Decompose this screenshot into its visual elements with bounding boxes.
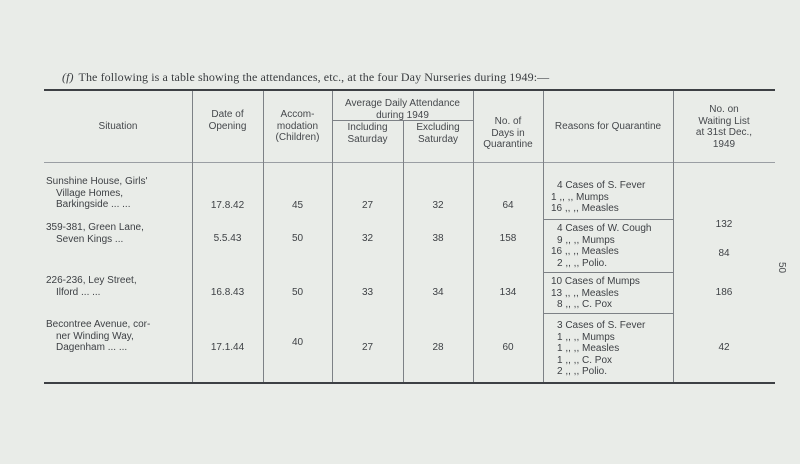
row-2-reasons: 4 Cases of W. Cough 9 ,, ,, Mumps 16 ,, ,, Measles 2 ,, ,, Polio. [551, 223, 652, 269]
header-waiting-list: No. on Waiting List at 31st Dec., 1949 [695, 104, 753, 150]
intro-sentence: The following is a table showing the attendances, etc., at the four Day Nurseries during 1949:— [78, 70, 550, 84]
row-2-excluding-saturday: 38 [432, 233, 444, 244]
col-line-6 [543, 91, 544, 382]
row-1-date: 17.8.42 [210, 200, 245, 211]
reason-separator-3 [543, 313, 673, 314]
row-2-accommodation: 50 [291, 233, 304, 244]
row-1-including-saturday: 27 [361, 200, 374, 211]
row-3-days-quarantine: 134 [499, 287, 517, 298]
header-separator [44, 162, 775, 163]
row-3-waiting-list: 186 [715, 287, 733, 298]
header-including-saturday: Including Saturday [347, 122, 388, 145]
row-1-excluding-saturday: 32 [432, 200, 444, 211]
header-days-quarantine: No. of Days in Quarantine [483, 116, 533, 150]
row-1-reasons: 4 Cases of S. Fever 1 ,, ,, Mumps 16 ,, ,, Measles [551, 180, 646, 214]
row-1-accommodation: 45 [291, 200, 304, 211]
row-3-reasons: 10 Cases of Mumps 13 ,, ,, Measles 8 ,, ,, C. Pox [551, 276, 640, 310]
reason-separator-1 [543, 219, 673, 220]
row-3-situation: 226-236, Ley Street, Ilford ... ... [46, 275, 137, 298]
row-4-including-saturday: 27 [361, 342, 374, 353]
row-1-situation: Sunshine House, Girls' Village Homes, Barkingside ... ... [46, 176, 148, 210]
header-date-opening: Date of Opening [208, 109, 247, 132]
row-4-accommodation: 40 [291, 337, 304, 348]
row-4-reasons: 3 Cases of S. Fever 1 ,, ,, Mumps 1 ,, ,, Measles 1 ,, ,, C. Pox 2 ,, ,, Polio. [557, 320, 646, 377]
row-3-accommodation: 50 [291, 287, 304, 298]
row-3-excluding-saturday: 34 [432, 287, 444, 298]
reason-separator-2 [543, 272, 673, 273]
header-average-attendance: Average Daily Attendance during 1949 [345, 98, 460, 121]
row-4-days-quarantine: 60 [502, 342, 514, 353]
row-3-including-saturday: 33 [361, 287, 374, 298]
row-4-excluding-saturday: 28 [432, 342, 444, 353]
row-3-date: 16.8.43 [210, 287, 245, 298]
table-top-rule [44, 89, 775, 91]
row-2-days-quarantine: 158 [499, 233, 517, 244]
header-reasons: Reasons for Quarantine [554, 121, 662, 132]
page-number: 50 [776, 261, 788, 274]
header-excluding-saturday: Excluding Saturday [416, 122, 460, 145]
header-accommodation: Accom- modation (Children) [275, 109, 320, 143]
intro-text [62, 70, 549, 85]
row-4-situation: Becontree Avenue, cor- ner Winding Way, Dagenham ... ... [46, 319, 151, 353]
row-2-situation: 359-381, Green Lane, Seven Kings ... [46, 222, 144, 245]
row-2-date: 5.5.43 [213, 233, 242, 244]
intro-label: (f) [62, 70, 74, 84]
row-1-waiting-list: 132 [715, 219, 733, 230]
table-bottom-rule [44, 382, 775, 384]
row-1-days-quarantine: 64 [502, 200, 514, 211]
row-4-waiting-list: 42 [718, 342, 730, 353]
header-situation: Situation [98, 121, 138, 132]
row-2-including-saturday: 32 [361, 233, 374, 244]
row-4-date: 17.1.44 [210, 342, 245, 353]
row-2-waiting-list: 84 [718, 248, 730, 259]
